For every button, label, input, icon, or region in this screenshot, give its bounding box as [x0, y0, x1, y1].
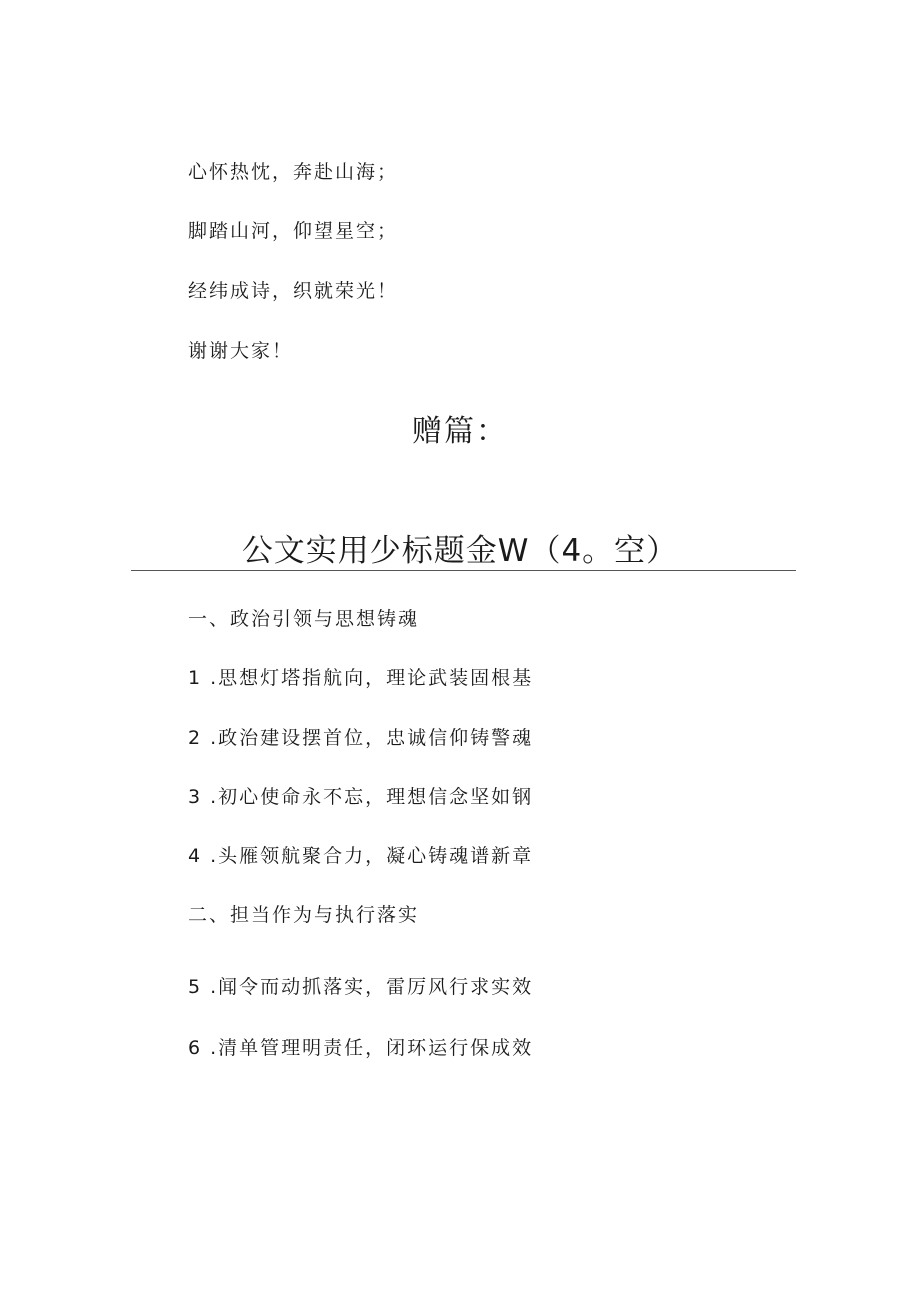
closing-line: 谢谢大家！: [188, 340, 294, 362]
list-item: 5 .闻令而动抓落实，雷厉风行求实效: [188, 976, 534, 998]
closing-line: 心怀热忱，奔赴山海；: [188, 161, 399, 183]
closing-line: 经纬成诗，织就荣光！: [188, 280, 399, 302]
list-item: 2 .政治建设摆首位，忠诚信仰铸警魂: [188, 727, 534, 749]
title-underline: [131, 570, 796, 571]
list-item: 4 .头雁领航聚合力，凝心铸魂谱新章: [188, 845, 534, 867]
closing-line: 脚踏山河，仰望星空；: [188, 220, 399, 242]
list-item: 1 .思想灯塔指航向，理论武装固根基: [188, 667, 534, 689]
document-title: 公文实用少标题金W（4。空）: [241, 533, 679, 569]
list-item: 6 .清单管理明责任，闭环运行保成效: [188, 1037, 534, 1059]
list-item: 3 .初心使命永不忘，理想信念坚如钢: [188, 786, 534, 808]
bonus-heading: 赠篇：: [412, 414, 508, 449]
section-heading: 二、担当作为与执行落实: [188, 904, 420, 926]
section-heading: 一、政治引领与思想铸魂: [188, 608, 420, 630]
